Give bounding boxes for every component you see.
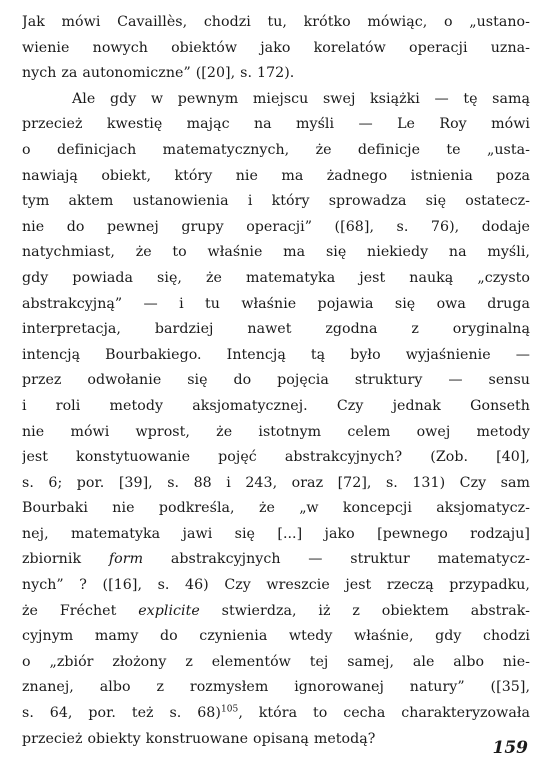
text-fragment: , która to cecha charakteryzowała [238,705,530,722]
text-line: przecież kwestię mając na myśli — Le Roy mówi [22,116,530,133]
text-line: przez odwołanie się do pojęcia struktury — sensu [22,372,530,389]
text-line: o „zbiór złożony z elementów tej samej, ale albo nie- [22,653,530,670]
text-line: przecież obiekty konstruowane opisaną metodą? [22,730,376,747]
text-line: nej, matematyka jawi się [...] jako [pewnego rodzaju] [22,525,530,542]
text-line: intencją Bourbakiego. Intencją tą było wyjaśnienie — [22,346,530,363]
text-line: nie do pewnej grupy operacji” ([68], s. 76), dodaje [22,218,530,235]
text-line: gdy powiada się, że matematyka jest nauką „czysto [22,269,530,286]
text-fragment: że Fréchet [22,602,139,619]
paragraph-1 [22,10,530,87]
text-line: tym aktem ustanowienia i który sprowadza się ostatecz- [22,193,530,210]
text-line: wienie nowych obiektów jako korelatów operacji uzna- [22,39,530,56]
footnote-marker: 105 [220,704,239,715]
text-line: nawiają obiekt, który nie ma żadnego istnienia poza [22,167,530,184]
text-line: znanej, albo z rozmysłem ignorowanej natury” ([35], [22,679,530,696]
text-line: o definicjach matematycznych, że definicje te „usta- [22,141,530,158]
text-line [22,547,530,573]
paragraph-2 [22,87,530,752]
emphasized-word: explicite [138,602,200,619]
text-fragment: zbiornik [22,551,109,568]
emphasized-word: form [108,551,144,568]
text-line: Jak mówi Cavaillès, chodzi tu, krótko mówiąc, o „ustano- [22,14,530,30]
text-line [22,701,530,727]
text-line: natychmiast, że to właśnie ma się niekiedy na myśli, [22,244,530,261]
text-line: Ale gdy w pewnym miejscu swej książki — tę samą [72,90,530,107]
text-line [22,599,530,625]
page-number: 159 [492,738,528,758]
text-line: interpretacja, bardziej nawet zgodna z oryginalną [22,321,530,338]
text-line: nych za autonomiczne” ([20], s. 172). [22,65,295,82]
text-line: abstrakcyjną” — i tu właśnie pojawia się owa druga [22,295,530,312]
text-fragment: stwierdza, iż z obiektem abstrak- [199,602,530,619]
text-line: jest konstytuowanie pojęć abstrakcyjnych? (Zob. [40], [22,449,530,466]
text-line: i roli metody aksjomatycznej. Czy jednak Gonseth [22,397,530,414]
text-line: nych” ? ([16], s. 46) Czy wreszcie jest rzeczą przypadku, [22,577,530,594]
text-line: s. 6; por. [39], s. 88 i 243, oraz [72], s. 131) Czy sam [22,474,530,491]
text-fragment: abstrakcyjnych — struktur matematycz- [143,551,530,568]
text-line: cyjnym mamy do czynienia wtedy właśnie, gdy chodzi [22,628,530,645]
text-line: Bourbaki nie podkreśla, że „w koncepcji aksjomatycz- [22,500,530,517]
text-fragment: s. 64, por. też s. 68) [22,705,221,722]
text-line: nie mówi wprost, że istotnym celem owej metody [22,423,530,440]
